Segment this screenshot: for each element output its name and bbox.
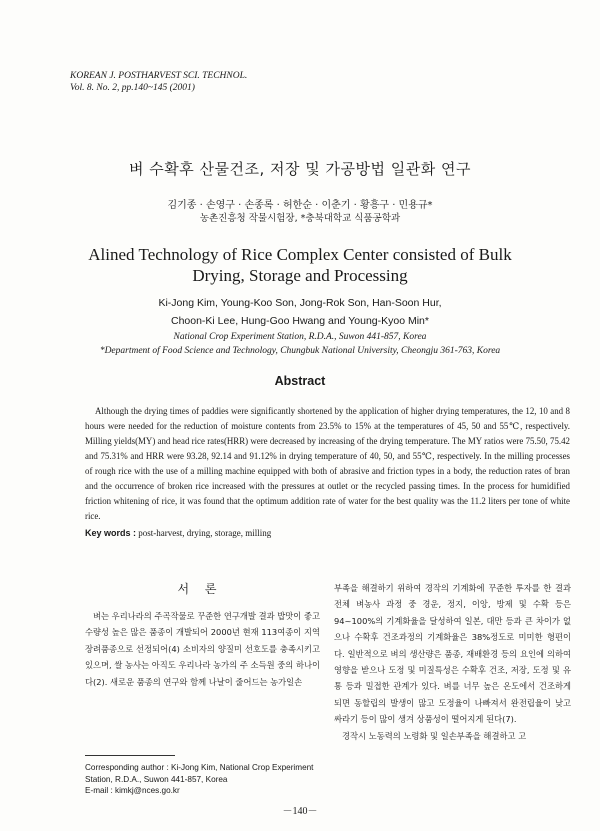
korean-authors: 김기종 · 손영구 · 손종록 · 허한순 · 이춘기 · 황흥구 · 민용규* (167, 200, 433, 211)
affiliation-line1: National Crop Experiment Station, R.D.A., Suwon 441-857, Korea (173, 332, 427, 342)
right-column-para1: 부족을 해결하기 위하여 경작의 기계화에 꾸준한 투자를 한 결과 전체 벼농사 과정 중 경운, 정지, 이앙, 방제 및 수확 등은 94~100%의 기계화율을 달성하여 일본, 대만 등과 큰 차이가 없으나 수확후 건조과정의 기계화율은 38%정도로 미미한 형편이다. 일반적으로 벼의 생산량은 품종, 재배환경 등의 요인에 의하여 영향을 받으나 도정 및 미질특성은 수확후 건조, 저장, 도정 및 유통 등과 밀접한 관계가 있다. 벼를 너무 높은 온도에서 건조하게 되면 동할립의 발생이 많고 도정율이 나빠져서 완전립율이 낮고 싸라기 등이 많이 생겨 상품성이 떨어지게 된다(7). (334, 583, 571, 725)
footnote-author: Corresponding author : Ki-Jong Kim, National Crop Experiment Station, R.D.A., Suwon 441-857, Korea (85, 763, 314, 784)
affiliation-line2: *Department of Food Science and Technology, Chungbuk National University, Cheongju 361-763, Korea (99, 346, 501, 356)
journal-header (70, 70, 247, 94)
right-column-para2: 경작시 노동력의 노령화 및 일손부족을 해결하고 고 (342, 730, 527, 741)
english-title: Alined Technology of Rice Complex Center consisted of Bulk Drying, Storage and Processing (88, 245, 512, 285)
english-authors-line1: Ki-Jong Kim, Young-Koo Son, Jong-Rok Son, Han-Soon Hur, (158, 297, 442, 309)
footnote-divider (85, 755, 175, 756)
korean-affiliation: 농촌진흥청 작물시험장, *충북대학교 식품공학과 (199, 213, 401, 224)
journal-name: KOREAN J. POSTHARVEST SCI. TECHNOL. (70, 71, 248, 81)
keywords-text: post-harvest, drying, storage, milling (136, 528, 272, 538)
english-authors (0, 294, 600, 330)
korean-title: 벼 수확후 산물건조, 저장 및 가공방법 일관화 연구 (129, 160, 471, 178)
english-authors-line2: Choon-Ki Lee, Hung-Goo Hwang and Young-Kyoo Min* (170, 315, 429, 327)
abstract-text: Although the drying times of paddies were significantly shortened by the application of higher drying temperatures, the 12, 10 and 8 hours were needed for the reduction of moisture contents from 23.5% to 15% at the temperatures of 45, 50 and 55℃, respectively. Milling yields(MY) and head rice rates(HRR) were decreased by increasing of the drying temperature. The MY ratios were 75.50, 75.42 and 75.31% and HRR were 93.28, 92.14 and 91.12% in drying temperature of 40, 50, and 55℃, respectively. In the milling processes of rough rice with the use of a milling machine equipped with both of abrasive and friction types in a body, the reduction rates of bran and the occurrence of broken rice increased with the pressures at outlet or the recycled passing times. In the process for humidified friction whitening of rice, it was found that the optimum addition rate of water for the best quality was the 11.2 liters per tone of white rice. (85, 406, 570, 521)
english-affiliation (0, 330, 600, 358)
footnote-email: E-mail : kimkj@nces.go.kr (85, 786, 180, 795)
left-column-text: 벼는 우리나라의 주곡작물로 꾸준한 연구개발 결과 밥맛이 좋고 수량성 높은 많은 품종이 개발되어 2000년 현재 113여종이 지역 장려품종으로 선정되어(4) 소비자의 양질미 선호도를 충족시키고 있으며, 쌀 농사는 아직도 우리나라 농가의 주 소득원 중의 하나이다(2). 새로운 품종의 연구와 함께 나날이 줄어드는 농가일손 (85, 611, 320, 687)
abstract-heading: Abstract (274, 374, 326, 388)
section-heading: 서 론 (177, 582, 223, 596)
page-number: －140－ (282, 806, 318, 817)
journal-volume: Vol. 8. No. 2, pp.140~145 (2001) (70, 83, 195, 93)
right-column (334, 580, 571, 744)
keywords (85, 528, 271, 538)
footnote (85, 762, 325, 797)
keywords-label: Key words : (85, 528, 137, 538)
